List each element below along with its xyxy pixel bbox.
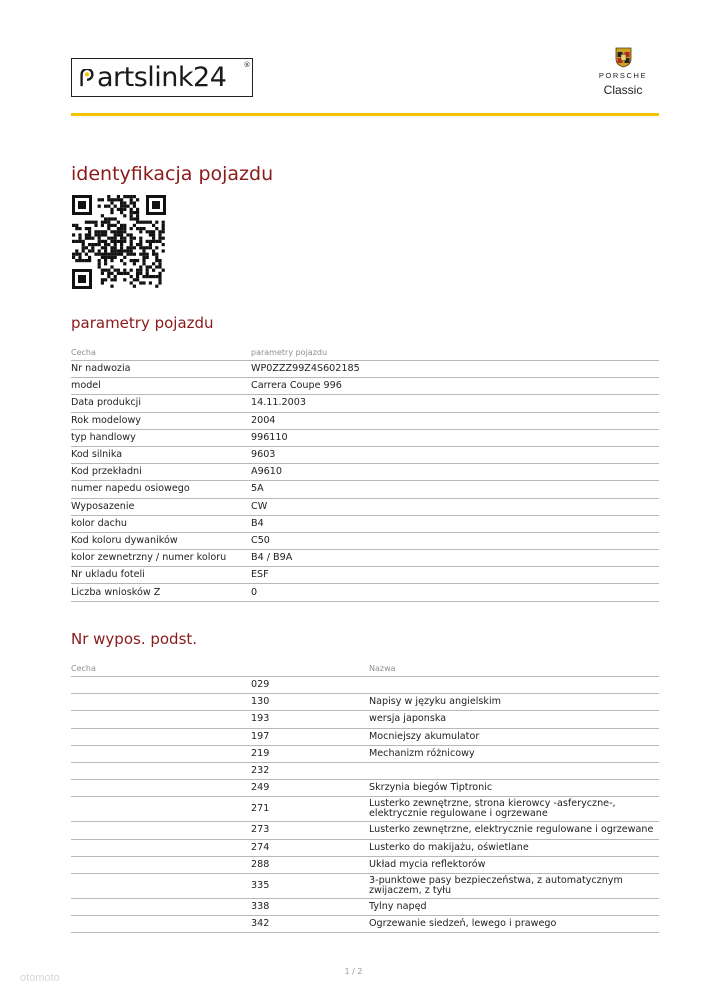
partslink24-logo xyxy=(71,58,253,97)
param-value: 2004 xyxy=(251,412,659,429)
equipment-feature xyxy=(71,856,251,873)
params-heading: parametry pojazdu xyxy=(71,314,214,332)
table-row xyxy=(71,762,659,779)
equipment-col-name: Nazwa xyxy=(369,660,659,677)
table-row xyxy=(71,412,659,429)
equipment-name xyxy=(369,677,659,694)
table-row xyxy=(71,498,659,515)
equipment-name: wersja japonska xyxy=(369,711,659,728)
table-row xyxy=(71,550,659,567)
param-value: C50 xyxy=(251,532,659,549)
param-value: 14.11.2003 xyxy=(251,395,659,412)
table-row xyxy=(71,584,659,601)
param-name: Nr ukladu foteli xyxy=(71,567,251,584)
equipment-name xyxy=(369,762,659,779)
equipment-col-feature: Cecha xyxy=(71,660,251,677)
table-row xyxy=(71,567,659,584)
param-name: kolor dachu xyxy=(71,515,251,532)
equipment-name: Lusterko zewnętrzne, strona kierowcy -asferyczne-, elektrycznie regulowane i ogrzewane xyxy=(369,797,659,822)
param-value: 9603 xyxy=(251,446,659,463)
equipment-feature xyxy=(71,839,251,856)
equipment-col-code xyxy=(251,660,369,677)
table-row xyxy=(71,745,659,762)
table-row xyxy=(71,481,659,498)
table-row xyxy=(71,856,659,873)
equipment-code: 029 xyxy=(251,677,369,694)
param-value: B4 xyxy=(251,515,659,532)
equipment-heading: Nr wypos. podst. xyxy=(71,630,198,648)
param-value: A9610 xyxy=(251,464,659,481)
equipment-code: 273 xyxy=(251,822,369,839)
table-row xyxy=(71,378,659,395)
equipment-name: 3-punktowe pasy bezpieczeństwa, z automatycznym zwijaczem, z tyłu xyxy=(369,873,659,898)
equipment-name: Mechanizm różnicowy xyxy=(369,745,659,762)
equipment-feature xyxy=(71,797,251,822)
equipment-feature xyxy=(71,898,251,915)
equipment-feature xyxy=(71,916,251,933)
table-row xyxy=(71,464,659,481)
equipment-name: Układ mycia reflektorów xyxy=(369,856,659,873)
equipment-table xyxy=(71,660,659,933)
equipment-code: 219 xyxy=(251,745,369,762)
table-row xyxy=(71,532,659,549)
equipment-feature xyxy=(71,873,251,898)
param-value: CW xyxy=(251,498,659,515)
table-row xyxy=(71,711,659,728)
params-header-row xyxy=(71,344,659,361)
table-row xyxy=(71,839,659,856)
param-name: Kod silnika xyxy=(71,446,251,463)
table-row xyxy=(71,916,659,933)
table-row xyxy=(71,429,659,446)
equipment-code: 130 xyxy=(251,694,369,711)
param-value: B4 / B9A xyxy=(251,550,659,567)
table-row xyxy=(71,780,659,797)
equipment-feature xyxy=(71,677,251,694)
equipment-name: Lusterko zewnętrzne, elektrycznie regulowane i ogrzewane xyxy=(369,822,659,839)
equipment-code: 197 xyxy=(251,728,369,745)
equipment-header-row xyxy=(71,660,659,677)
equipment-name: Ogrzewanie siedzeń, lewego i prawego xyxy=(369,916,659,933)
params-col-feature: Cecha xyxy=(71,344,251,361)
param-name: Kod koloru dywaników xyxy=(71,532,251,549)
equipment-feature xyxy=(71,745,251,762)
param-value: 996110 xyxy=(251,429,659,446)
param-name: numer napedu osiowego xyxy=(71,481,251,498)
porsche-brand-text: PORSCHE xyxy=(598,71,648,80)
equipment-name: Lusterko do makijażu, oświetlane xyxy=(369,839,659,856)
param-name: typ handlowy xyxy=(71,429,251,446)
equipment-code: 335 xyxy=(251,873,369,898)
equipment-code: 342 xyxy=(251,916,369,933)
equipment-code: 249 xyxy=(251,780,369,797)
table-row xyxy=(71,395,659,412)
equipment-feature xyxy=(71,711,251,728)
equipment-name: Mocniejszy akumulator xyxy=(369,728,659,745)
equipment-name: Tylny napęd xyxy=(369,898,659,915)
equipment-feature xyxy=(71,822,251,839)
table-row xyxy=(71,898,659,915)
watermark: otomoto xyxy=(20,972,60,984)
table-row xyxy=(71,822,659,839)
table-row xyxy=(71,515,659,532)
porsche-crest-icon xyxy=(615,47,632,68)
header-divider xyxy=(71,113,659,116)
params-table xyxy=(71,344,659,602)
params-col-value: parametry pojazdu xyxy=(251,344,659,361)
param-value: 5A xyxy=(251,481,659,498)
table-row xyxy=(71,728,659,745)
porsche-classic-text: Classic xyxy=(603,83,643,97)
equipment-name: Skrzynia biegów Tiptronic xyxy=(369,780,659,797)
param-value: 0 xyxy=(251,584,659,601)
param-name: Wyposazenie xyxy=(71,498,251,515)
table-row xyxy=(71,873,659,898)
equipment-code: 288 xyxy=(251,856,369,873)
param-value: WP0ZZZ99Z4S602185 xyxy=(251,361,659,378)
param-value: Carrera Coupe 996 xyxy=(251,378,659,395)
param-name: Kod przekładni xyxy=(71,464,251,481)
equipment-code: 338 xyxy=(251,898,369,915)
logo-registered: ® xyxy=(243,61,250,69)
porsche-classic-logo xyxy=(585,47,661,97)
equipment-feature xyxy=(71,762,251,779)
equipment-code: 232 xyxy=(251,762,369,779)
page-title: identyfikacja pojazdu xyxy=(71,163,274,185)
equipment-feature xyxy=(71,780,251,797)
param-name: Rok modelowy xyxy=(71,412,251,429)
equipment-feature xyxy=(71,694,251,711)
param-name: model xyxy=(71,378,251,395)
param-value: ESF xyxy=(251,567,659,584)
table-row xyxy=(71,694,659,711)
equipment-name: Napisy w języku angielskim xyxy=(369,694,659,711)
table-row xyxy=(71,361,659,378)
table-row xyxy=(71,446,659,463)
param-name: Liczba wniosków Z xyxy=(71,584,251,601)
page-number: 1 / 2 xyxy=(344,967,363,976)
equipment-code: 271 xyxy=(251,797,369,822)
param-name: Nr nadwozia xyxy=(71,361,251,378)
equipment-feature xyxy=(71,728,251,745)
logo-text: artslink24 xyxy=(97,62,227,93)
equipment-code: 193 xyxy=(251,711,369,728)
param-name: kolor zewnetrzny / numer koloru xyxy=(71,550,251,567)
qr-code-icon xyxy=(71,194,167,290)
partslink24-p-mark-icon xyxy=(78,69,96,87)
table-row xyxy=(71,797,659,822)
equipment-code: 274 xyxy=(251,839,369,856)
param-name: Data produkcji xyxy=(71,395,251,412)
table-row xyxy=(71,677,659,694)
